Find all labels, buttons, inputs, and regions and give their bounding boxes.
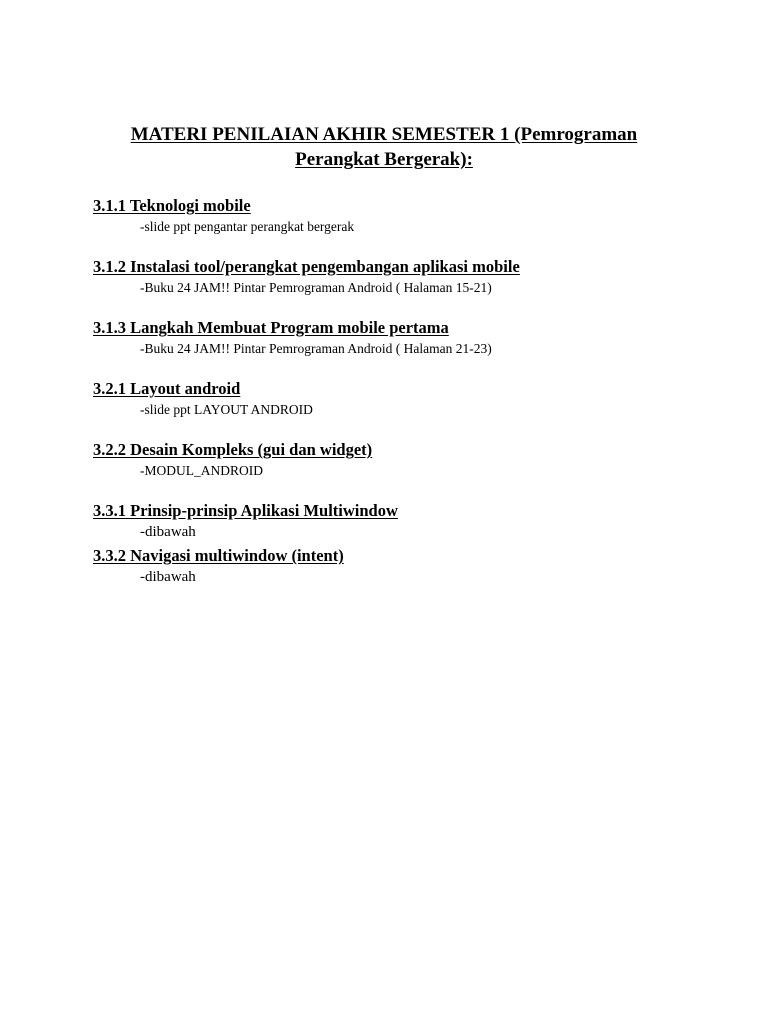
section-description: -Buku 24 JAM!! Pintar Pemrograman Android ( Halaman 21-23) (140, 341, 492, 356)
section-description: -dibawah (140, 524, 196, 540)
section-3-2-2 (93, 439, 372, 480)
section-3-3-2 (93, 545, 344, 588)
section-description: -MODUL_ANDROID (140, 463, 263, 478)
section-3-1-2 (93, 256, 520, 297)
section-heading: 3.2.2 Desain Kompleks (gui dan widget) (93, 440, 373, 459)
title-line-2: Perangkat Bergerak): (295, 149, 473, 170)
section-heading: 3.3.2 Navigasi multiwindow (intent) (93, 546, 344, 565)
title-line-1: MATERI PENILAIAN AKHIR SEMESTER 1 (Pemrograman (130, 124, 638, 145)
document-title (100, 122, 668, 172)
section-heading: 3.1.3 Langkah Membuat Program mobile pertama (93, 318, 449, 337)
section-3-3-1 (93, 500, 398, 543)
section-heading: 3.3.1 Prinsip-prinsip Aplikasi Multiwindow (93, 501, 398, 520)
section-3-2-1 (93, 378, 313, 419)
section-3-1-1 (93, 195, 354, 236)
section-description: -dibawah (140, 569, 196, 585)
section-description: -Buku 24 JAM!! Pintar Pemrograman Android ( Halaman 15-21) (140, 280, 492, 295)
section-description: -slide ppt LAYOUT ANDROID (140, 402, 313, 417)
section-heading: 3.2.1 Layout android (93, 379, 241, 398)
section-3-1-3 (93, 317, 492, 358)
section-heading: 3.1.2 Instalasi tool/perangkat pengembangan aplikasi mobile (93, 257, 520, 276)
section-heading: 3.1.1 Teknologi mobile (93, 196, 251, 215)
section-description: -slide ppt pengantar perangkat bergerak (140, 219, 355, 234)
